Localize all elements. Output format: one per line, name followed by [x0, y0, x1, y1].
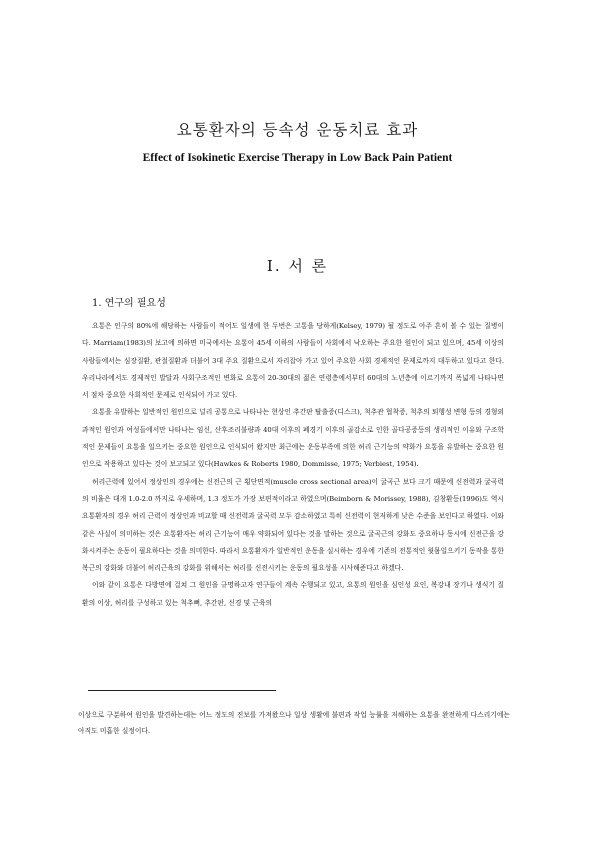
footnote-text: 이상으로 구분하여 원인을 발견하는데는 어느 정도의 진보를 가져왔으나 일상 생활에 불편과 작업 능률을 저해하는 요통을 완전하게 다스리기에는 아직도 미흡한 실정이다.	[78, 711, 510, 735]
english-title: Effect of Isokinetic Exercise Therapy in Low Back Pain Patient	[142, 152, 453, 164]
korean-title: 요통환자의 등속성 운동치료 효과	[176, 121, 419, 139]
footnote	[78, 708, 510, 739]
footnote-divider	[88, 690, 276, 691]
section-heading: Ⅰ. 서 론	[266, 257, 329, 275]
paragraph: 허리근력에 있어서 정상인의 경우에는 신전근의 근 횡단면적(muscle cross sectional area)이 굴곡근 보다 크기 때문에 신전력과 굴곡력의 비율은 대개 1.0-2.0 까지로 우세하며, 1.3 정도가 가장 보편적이라고 하였으며(Beimborn & Morissey, 1988), 김창환등(1996)도 역시 요통환자의 경우 허리 근력이 정상인과 비교할 때 신전력과 굴곡력 모두 감소하였고 특히 신전력이 현저하게 낮은 수준을 보인다고 하였다. 이와 같은 사실이 의미하는 것은 요통환자는 허리 근기능이 매우 약화되어 있다는 것을 말하는 것으로 굴곡근의 강화도 중요하나 동시에 신전근을 강화시켜주는 운동이 필요하다는 것을 의미한다. 따라서 요통환자가 일반적인 운동을 실시하는 경우에 기존의 전통적인 윗몸일으키기 동작을 통한 복근의 강화와 더불어 허리근육의 강화를 위해서는 허리를 신전시키는 운동의 필요성을 시사해준다고 하겠다.	[82, 477, 505, 573]
subsection-heading: 1. 연구의 필요성	[92, 298, 166, 309]
paragraph: 요통을 유발하는 일반적인 원인으로 널리 공통으로 나타나는 현상인 추간판 탈출증(디스크), 척추관 협착증, 척추의 퇴행성 변형 등의 경형외과적인 원인과 여성들에서만 나타나는 임신, 산후조리불량과 40대 이후의 폐경기 이후의 골감소로 인한 골다공증등의 생리적인 이유와 구조학적인 문제들이 요통을 일으키는 중요한 원인으로 인식되어 왔지만 최근에는 운동부족에 의한 허리 근기능의 약화가 요통을 유발하는 중요한 원인으로 작용하고 있다는 것이 보고되고 있다(Hawkes & Roberts 1980, Dommisse, 1975; Verbiest, 1954).	[82, 408, 504, 469]
body-text	[82, 318, 504, 612]
paragraph: 이와 같이 요통은 다방면에 걸쳐 그 원인을 규명하고자 연구들이 계속 수행되고 있고, 요통의 원인을 심인성 요인, 복강내 장기나 생식기 질환의 이상, 허리를 구성하고 있는 척추뼈, 추간판, 신경 및 근육의	[82, 581, 504, 607]
paragraph: 요통은 인구의 80%에 해당하는 사람들이 적어도 일생에 한 두번은 고통을 당하게(Kelsey, 1979) 될 정도로 아주 흔히 볼 수 있는 질병이다. Marriam(1983)의 보고에 의하면 미국에서는 요통이 45세 이하의 사람들이 사회에서 낙오하는 주요한 원인이 되고 있으며, 45세 이상의 사람들에서는 심장질환, 관절질환과 더불어 3대 주요 질환으로서 자리잡아 가고 있어 주요한 사회 경제적인 문제로까지 대두하고 있다고 한다. 우리나라에서도 경제적인 발달과 사회구조적인 변화로 요통이 20-30대의 젊은 연령층에서부터 60대의 노년층에 이르기까지 폭넓게 나타나면서 점차 중요한 사회적인 문제로 인식되어 가고 있다.	[82, 322, 504, 400]
